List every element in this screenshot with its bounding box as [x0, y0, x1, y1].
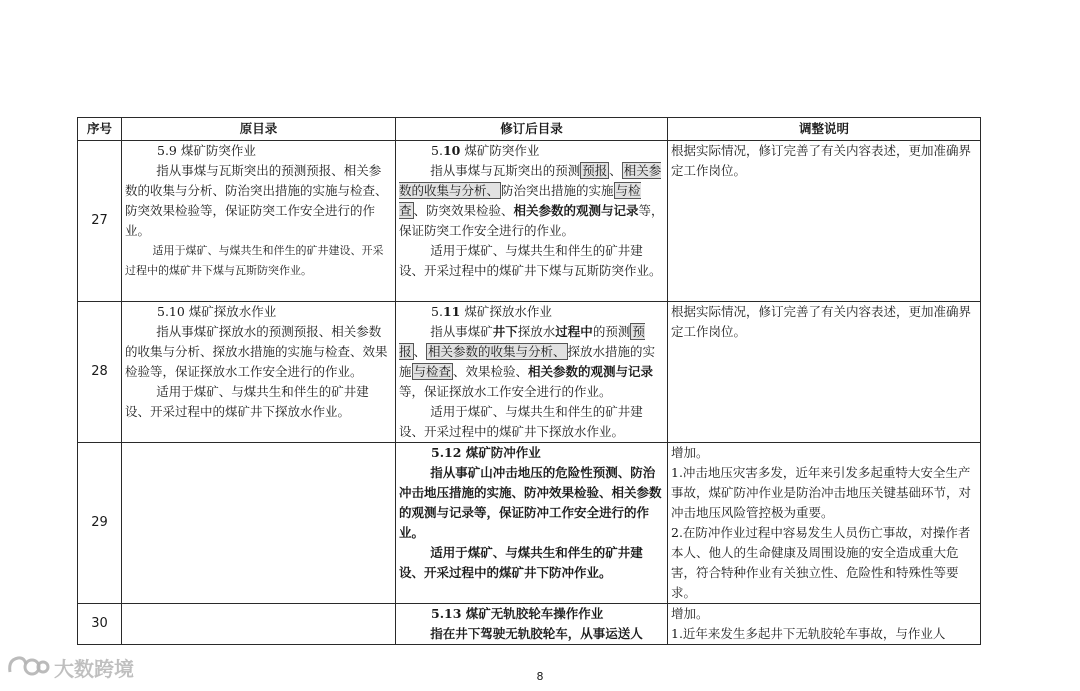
original-scope: 适用于煤矿、与煤共生和伴生的矿井建设、开采过程中的煤矿井下煤与瓦斯防突作业。 [125, 244, 384, 277]
revised-title: 5.11 煤矿探放水作业 [431, 304, 552, 319]
watermark-text: 大数跨境 [54, 656, 134, 681]
note-line: 增加。 [671, 606, 709, 621]
header-revised: 修订后目录 [396, 118, 668, 141]
note-line: 2.在防冲作业过程中容易发生人员伤亡事故，对操作者本人、他人的生命健康及周围设施的安全造成重大危害，符合特种作业有关独立性、危险性和特殊性等要求。 [671, 525, 971, 600]
table-row [78, 141, 981, 302]
note-line: 1.近年来发生多起井下无轨胶轮车事故，与作业人 [671, 626, 946, 641]
header-num: 序号 [78, 118, 122, 141]
revised-title: 5.10 煤矿防突作业 [431, 143, 540, 158]
note-cell [668, 141, 981, 302]
header-original: 原目录 [122, 118, 396, 141]
revised-desc: 指从事煤与瓦斯突出的预测 预报 、 相关参数的收集与分析、 防治突出措施的实施 与检查 、防突效果检验、相关参数的观测与记录等，保证防突工作安全进行的作业。 [399, 163, 664, 238]
catalog-table [77, 117, 981, 645]
highlight-mark: 相关参数的收集与分析、 [399, 163, 662, 198]
revised-title: 5.12 煤矿防冲作业 [431, 445, 541, 460]
row-number: 27 [78, 141, 122, 302]
original-cell [122, 141, 396, 302]
revised-cell [396, 141, 668, 302]
highlight-mark: 预报 [399, 324, 645, 359]
table-row [78, 604, 981, 645]
row-number: 29 [78, 443, 122, 604]
original-scope: 适用于煤矿、与煤共生和伴生的矿井建设、开采过程中的煤矿井下探放水作业。 [125, 384, 369, 419]
note-line: 增加。 [671, 445, 709, 460]
original-cell-empty [122, 604, 396, 645]
original-desc: 指从事煤与瓦斯突出的预测预报、相关参数的收集与分析、防治突出措施的实施与检查、防突效果检验等，保证防突工作安全进行的作业。 [125, 163, 388, 238]
highlight-mark: 相关参数的收集与分析、 [428, 344, 566, 359]
row-number: 30 [78, 604, 122, 645]
revised-scope: 适用于煤矿、与煤共生和伴生的矿井建设、开采过程中的煤矿井下煤与瓦斯防突作业。 [399, 243, 662, 278]
table-header-row [78, 118, 981, 141]
header-note: 调整说明 [668, 118, 981, 141]
watermark [6, 650, 134, 684]
highlight-mark: 与检查 [413, 364, 452, 379]
note-cell [668, 443, 981, 604]
note-text: 根据实际情况，修订完善了有关内容表述，更加准确界定工作岗位。 [671, 143, 972, 178]
revised-desc: 指从事煤矿井下探放水过程中的预测 预报 、 相关参数的收集与分析、 探放水措施的实施 与检查 、效果检验、相关参数的观测与记录等，保证探放水工作安全进行的作业。 [399, 324, 656, 399]
revised-desc: 指从事矿山冲击地压的危险性预测、防治冲击地压措施的实施、防冲效果检验、相关参数的观测与记录等，保证防冲工作安全进行的作业。 [399, 465, 662, 540]
original-title: 5.9 煤矿防突作业 [157, 143, 256, 158]
note-cell [668, 302, 981, 443]
highlight-mark: 与检查 [399, 183, 641, 218]
original-desc: 指从事煤矿探放水的预测预报、相关参数的收集与分析、探放水措施的实施与检查、效果检验等，保证探放水工作安全进行的作业。 [125, 324, 388, 379]
revised-title: 5.13 煤矿无轨胶轮车操作作业 [431, 606, 604, 621]
highlight-mark: 预报 [582, 163, 608, 178]
note-line: 1.冲击地压灾害多发，近年来引发多起重特大安全生产事故，煤矿防冲作业是防治冲击地压关键基础环节，对冲击地压风险管控极为重要。 [671, 465, 972, 520]
original-cell-empty [122, 443, 396, 604]
revised-cell [396, 302, 668, 443]
revised-scope: 适用于煤矿、与煤共生和伴生的矿井建设、开采过程中的煤矿井下探放水作业。 [399, 404, 643, 439]
revised-cell [396, 443, 668, 604]
note-cell [668, 604, 981, 645]
row-number: 28 [78, 302, 122, 443]
watermark-logo-icon [6, 652, 50, 682]
original-title: 5.10 煤矿探放水作业 [157, 304, 277, 319]
table-row [78, 443, 981, 604]
revised-desc: 指在井下驾驶无轨胶轮车，从事运送人 [430, 626, 643, 641]
table-row [78, 302, 981, 443]
revised-cell [396, 604, 668, 645]
revised-scope: 适用于煤矿、与煤共生和伴生的矿井建设、开采过程中的煤矿井下防冲作业。 [399, 545, 643, 580]
page-number: 8 [536, 670, 544, 683]
note-text: 根据实际情况，修订完善了有关内容表述，更加准确界定工作岗位。 [671, 304, 972, 339]
original-cell [122, 302, 396, 443]
